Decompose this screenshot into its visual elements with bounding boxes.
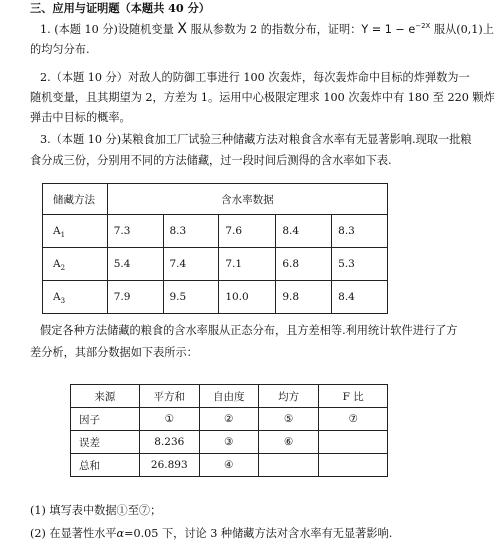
value-cell: ①	[139, 408, 199, 431]
value-cell: 7.3	[107, 215, 163, 248]
table-row	[43, 281, 388, 314]
value-cell: ⑦	[319, 408, 388, 431]
value-cell: ③	[199, 431, 258, 454]
header-sum-of-squares: 平方和	[139, 385, 199, 408]
header-degrees-of-freedom: 自由度	[199, 385, 258, 408]
assumption-line1: 假定各种方法储藏的粮食的含水率服从正态分布，且方差相等.利用统计软件进行了方	[40, 324, 458, 337]
alpha-symbol: α	[116, 527, 125, 540]
method-label: A	[53, 291, 61, 303]
source-cell: 总和	[71, 454, 140, 477]
q1-text-b: 服从参数为 2 的指数分布，证明：	[186, 23, 362, 36]
sub-question-1: (1) 填写表中数据①至⑦；	[30, 504, 162, 517]
header-method: 储藏方法	[43, 184, 108, 215]
method-subscript: 3	[60, 297, 66, 305]
table-row	[43, 248, 388, 281]
q1-line2: 的均匀分布.	[30, 43, 90, 56]
header-source: 来源	[71, 385, 140, 408]
sub-question-2-text-b: 下，讨论 3 种储藏方法对含水率有无显著影响.	[158, 527, 393, 540]
q1-line1	[40, 22, 494, 37]
value-cell: 8.3	[163, 215, 219, 248]
moisture-data-table	[42, 183, 388, 314]
method-subscript: 1	[60, 231, 66, 239]
section-title: 三、应用与证明题（本题共 40 分）	[30, 1, 210, 15]
value-cell: 8.236	[139, 431, 199, 454]
method-cell	[43, 248, 108, 281]
value-cell: 7.1	[219, 248, 276, 281]
value-cell: 9.8	[276, 281, 332, 314]
value-cell: 9.5	[163, 281, 219, 314]
table-header-row	[43, 184, 388, 215]
method-subscript: 2	[60, 264, 66, 272]
header-mean-square: 均方	[258, 385, 319, 408]
value-cell: 8.4	[332, 281, 388, 314]
anova-table	[70, 384, 388, 477]
source-cell: 因子	[71, 408, 140, 431]
table-row	[71, 431, 388, 454]
value-cell: 6.8	[276, 248, 332, 281]
header-moisture-data: 含水率数据	[107, 184, 387, 215]
method-label: A	[53, 258, 61, 270]
value-cell: 26.893	[139, 454, 199, 477]
table-header-row	[71, 385, 388, 408]
q1-text-c: 服从(0,1)上	[430, 23, 494, 36]
q1-text-a: 1. (本题 10 分)设随机变量	[40, 23, 178, 36]
q1-formula: Y = 1 − e	[361, 23, 416, 36]
q2-line3: 弹击中目标的概率。	[30, 111, 131, 124]
table-row	[71, 454, 388, 477]
value-cell: ④	[199, 454, 258, 477]
value-cell	[319, 454, 388, 477]
q3-line1: 3.（本题 10 分)某粮食加工厂试验三种储藏方法对粮食含水率有无显著影响.现取一批粮	[40, 133, 472, 146]
value-cell: ⑤	[258, 408, 319, 431]
value-cell: 5.3	[332, 248, 388, 281]
value-cell	[319, 431, 388, 454]
method-label: A	[53, 225, 61, 237]
value-cell: 8.3	[332, 215, 388, 248]
table-row	[43, 215, 388, 248]
table-row	[71, 408, 388, 431]
source-cell: 误差	[71, 431, 140, 454]
value-cell: 5.4	[107, 248, 163, 281]
q2-line1: 2.（本题 10 分）对敌人的防御工事进行 100 次轰炸，每次轰炸命中目标的炸弹数为一	[40, 71, 470, 84]
sub-question-2	[30, 526, 392, 541]
value-cell: ⑥	[258, 431, 319, 454]
method-cell	[43, 215, 108, 248]
value-cell	[258, 454, 319, 477]
alpha-value: =0.05	[124, 527, 159, 540]
sub-question-2-text-a: (2) 在显著性水平	[30, 527, 117, 540]
header-f-ratio: F 比	[319, 385, 388, 408]
value-cell: 8.4	[276, 215, 332, 248]
q1-var-x: X	[177, 21, 187, 37]
q2-line2: 随机变量，且其期望为 2，方差为 1。运用中心极限定理求 100 次轰炸中有 180 至 220 颗炸	[30, 91, 495, 104]
value-cell: 7.4	[163, 248, 219, 281]
value-cell: 7.9	[107, 281, 163, 314]
q1-formula-exponent: −2X	[415, 22, 431, 30]
value-cell: ②	[199, 408, 258, 431]
value-cell: 10.0	[219, 281, 276, 314]
assumption-line2: 差分析，其部分数据如下表所示：	[30, 346, 198, 359]
value-cell: 7.6	[219, 215, 276, 248]
q3-line2: 食分成三份，分别用不同的方法储藏，过一段时间后测得的含水率如下表.	[30, 154, 392, 167]
method-cell	[43, 281, 108, 314]
